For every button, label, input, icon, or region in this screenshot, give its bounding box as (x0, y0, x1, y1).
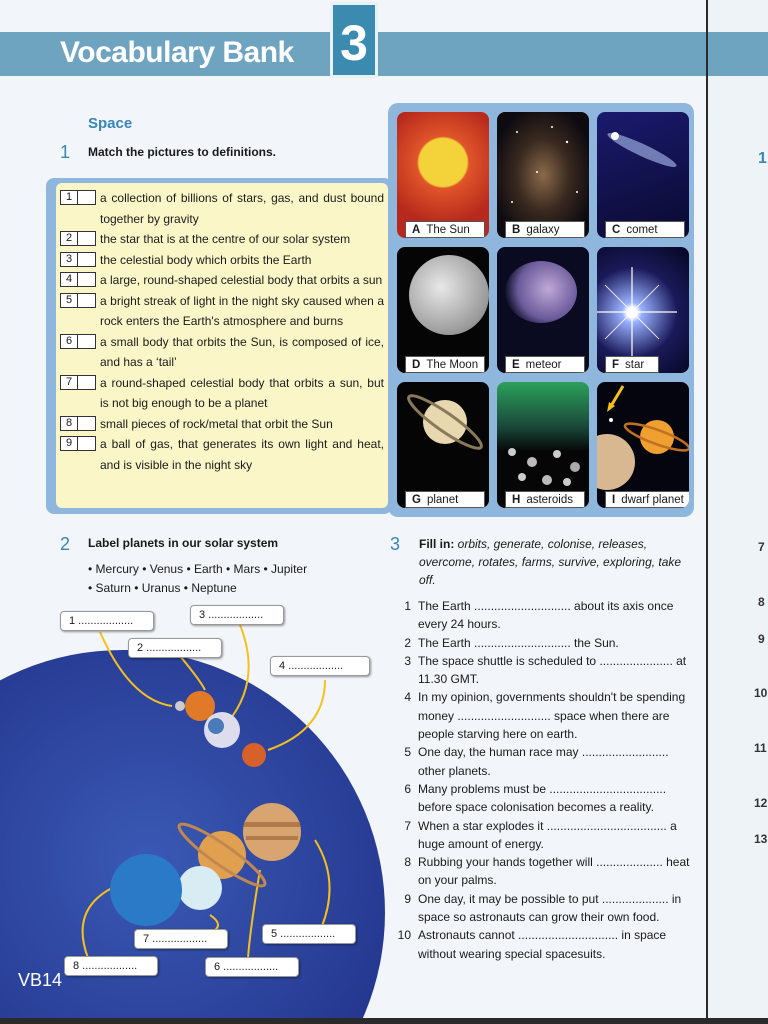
picture-label: F star (605, 356, 659, 373)
picture-label: G planet (405, 491, 485, 508)
exercise-3-number: 3 (390, 534, 401, 554)
section-title: Space (88, 115, 133, 132)
fill-in-item: 2 The Earth ............................. the Sun. (404, 635, 619, 650)
planet-label-5[interactable]: 5 .................. (262, 924, 356, 944)
picture-label: H asteroids (505, 491, 585, 508)
definition-number: 2 (60, 231, 78, 246)
adjacent-number: 11 (754, 741, 767, 755)
planet-label-4[interactable]: 4 .................. (270, 656, 370, 676)
definition-text: a small body that orbits the Sun, is composed of ice, and has a ‘tail’ (100, 334, 384, 369)
unit-number: 3 (330, 2, 378, 78)
definition-text: a round-shaped celestial body that orbits a sun, but is not big enough to be a planet (100, 375, 384, 410)
adjacent-number: 1 (758, 150, 767, 167)
planet-label-6[interactable]: 6 .................. (205, 957, 299, 977)
page-number: VB14 (18, 970, 63, 990)
definition-text: a ball of gas, that generates its own light and heat, and is visible in the night sky (100, 437, 384, 472)
fill-in-item: 3 The space shuttle is scheduled to ...................... at 11.30 GMT. (404, 653, 687, 687)
exercise-1-instruction: Match the pictures to definitions. (88, 145, 277, 159)
planet-label-2[interactable]: 2 .................. (128, 638, 222, 658)
definition-number: 3 (60, 252, 78, 267)
adjacent-number: 13 (754, 832, 768, 846)
definition-number: 5 (60, 293, 78, 308)
picture-label: B galaxy (505, 221, 585, 238)
definition-number: 4 (60, 272, 78, 287)
picture-label: E meteor (505, 356, 585, 373)
definition-text: a collection of billions of stars, gas, and dust bound together by gravity (100, 191, 384, 226)
adjacent-number: 12 (754, 796, 768, 810)
picture-label: D The Moon (405, 356, 485, 373)
fill-in-item: 9 One day, it may be possible to put .................... in space so astronauts can grow their own food. (404, 891, 682, 925)
definition-text: a large, round-shaped celestial body that orbits a sun (100, 273, 383, 287)
picture-label: I dwarf planet (605, 491, 689, 508)
planet-label-3[interactable]: 3 .................. (190, 605, 284, 625)
definition-number: 1 (60, 190, 78, 205)
planet-label-1[interactable]: 1 .................. (60, 611, 154, 631)
planet-list-line: • Mercury • Venus • Earth • Mars • Jupiter (88, 562, 308, 576)
planet-list-line: • Saturn • Uranus • Neptune (88, 581, 237, 595)
exercise-2-instruction: Label planets in our solar system (88, 536, 279, 550)
definition-number: 8 (60, 416, 78, 431)
adjacent-number: 10 (754, 686, 768, 700)
page-title: Vocabulary Bank (60, 36, 294, 69)
fill-in-item: 5 One day, the human race may .......................... other planets. (404, 745, 669, 778)
fill-in-words: orbits, generate, colonise, releases, overcome, rotates, farms, survive, exploring, take off. (419, 537, 682, 587)
definition-text: the star that is at the centre of our solar system (100, 232, 351, 246)
definition-number: 7 (60, 375, 78, 390)
neptune-planet (110, 854, 182, 926)
uranus-planet (178, 866, 222, 910)
adjacent-number: 9 (758, 632, 765, 646)
definition-text: a bright streak of light in the night sky caused when a rock enters the Earth's atmosphere and burns (100, 293, 384, 328)
mercury-planet (175, 701, 185, 711)
fill-in-lead: Fill in: (419, 537, 455, 551)
exercise-2-number: 2 (60, 534, 71, 554)
fill-in-item: 4 In my opinion, governments shouldn't be spending money ............................ space when there are people starving here on earth. (404, 690, 686, 742)
adjacent-page (708, 0, 768, 1018)
definition-number: 9 (60, 436, 78, 451)
planet-label-8[interactable]: 8 .................. (64, 956, 158, 976)
definition-text: the celestial body which orbits the Earth (100, 252, 312, 267)
fill-in-item: 6 Many problems must be ................................... before space colonisation becomes a reality. (404, 781, 667, 815)
definition-text: small pieces of rock/metal that orbit the Sun (100, 416, 333, 431)
fill-in-item: 8 Rubbing your hands together will .................... heat on your palms. (404, 855, 690, 888)
adjacent-number: 7 (758, 540, 765, 554)
picture-label: A The Sun (405, 221, 485, 238)
picture-label: C comet (605, 221, 685, 238)
adjacent-header-band (708, 32, 768, 76)
fill-in-item: 10 Astronauts cannot .............................. in space without wearing special spacesuits. (397, 928, 667, 961)
planet-label-7[interactable]: 7 .................. (134, 929, 228, 949)
mars-planet (242, 743, 266, 767)
jupiter-planet (243, 803, 301, 861)
fill-in-list (394, 597, 692, 963)
fill-in-item: 1 The Earth ............................. about its axis once every 24 hours. (404, 599, 674, 632)
definition-number: 6 (60, 334, 78, 349)
adjacent-number: 8 (758, 595, 765, 609)
exercise-1-number: 1 (60, 142, 71, 162)
exercise-3-instruction (419, 535, 689, 589)
fill-in-item: 7 When a star explodes it .................................... a huge amount of energy. (404, 818, 677, 851)
